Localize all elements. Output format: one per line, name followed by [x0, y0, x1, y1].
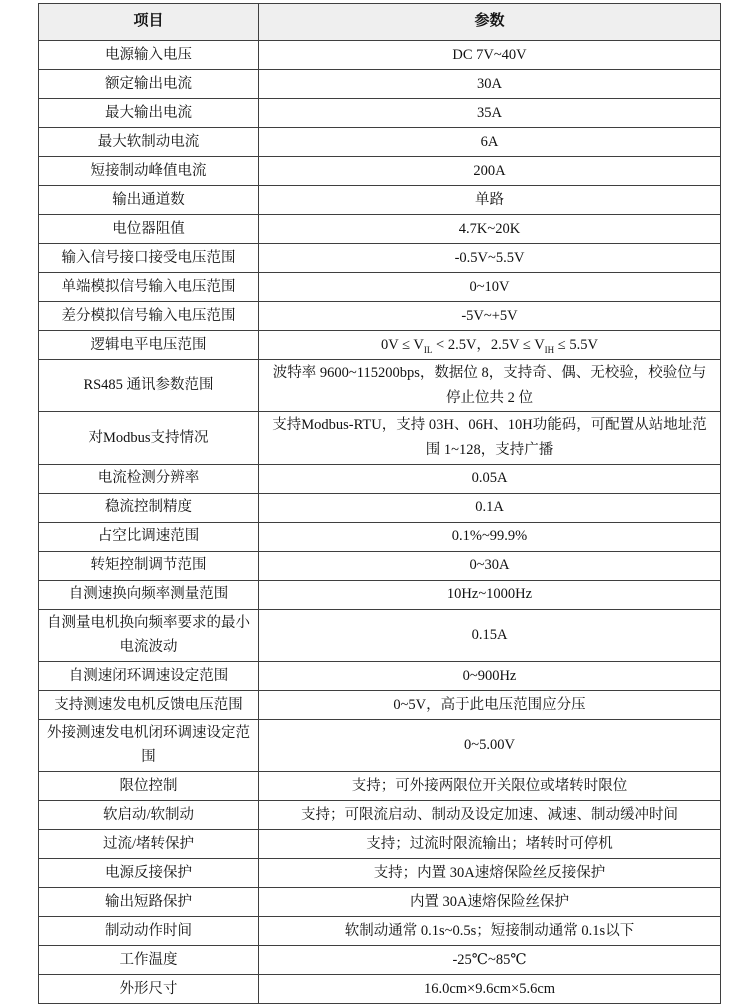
item-cell: 过流/堵转保护 — [39, 830, 259, 859]
table-row — [39, 41, 721, 70]
table-row — [39, 70, 721, 99]
item-cell: 电流检测分辨率 — [39, 464, 259, 493]
value-cell: 35A — [259, 99, 721, 128]
table-row — [39, 244, 721, 273]
value-cell: 0~5V，高于此电压范围应分压 — [259, 690, 721, 719]
value-cell: 支持；可限流启动、制动及设定加速、减速、制动缓冲时间 — [259, 801, 721, 830]
item-cell: 差分模拟信号输入电压范围 — [39, 302, 259, 331]
header-row — [39, 4, 721, 41]
table-row — [39, 522, 721, 551]
value-cell: 0~10V — [259, 273, 721, 302]
value-cell: 0.05A — [259, 464, 721, 493]
table-row — [39, 273, 721, 302]
value-cell: 内置 30A速熔保险丝保护 — [259, 888, 721, 917]
table-row — [39, 830, 721, 859]
item-cell: 单端模拟信号输入电压范围 — [39, 273, 259, 302]
item-cell: 最大软制动电流 — [39, 128, 259, 157]
item-cell: 自测速闭环调速设定范围 — [39, 661, 259, 690]
value-cell: 0.1A — [259, 493, 721, 522]
item-cell: 软启动/软制动 — [39, 801, 259, 830]
table-row — [39, 551, 721, 580]
spec-table-body — [39, 41, 721, 1004]
table-row — [39, 360, 721, 412]
table-row — [39, 801, 721, 830]
value-cell: 0.15A — [259, 609, 721, 661]
value-cell: 软制动通常 0.1s~0.5s；短接制动通常 0.1s以下 — [259, 917, 721, 946]
value-cell: $0V \le V_{IL} < 2.5V$，$2.5V \le V_{IH} \le 5.5V$ — [259, 331, 721, 360]
value-cell: 10Hz~1000Hz — [259, 580, 721, 609]
value-cell: 0~5.00V — [259, 719, 721, 771]
value-cell: 200A — [259, 157, 721, 186]
value-cell: 4.7K~20K — [259, 215, 721, 244]
table-row — [39, 128, 721, 157]
item-cell: 支持测速发电机反馈电压范围 — [39, 690, 259, 719]
item-cell: 输入信号接口接受电压范围 — [39, 244, 259, 273]
item-cell: 占空比调速范围 — [39, 522, 259, 551]
table-row — [39, 917, 721, 946]
item-cell: 电源输入电压 — [39, 41, 259, 70]
table-row — [39, 302, 721, 331]
item-cell: 外接测速发电机闭环调速设定范围 — [39, 719, 259, 771]
item-cell: 转矩控制调节范围 — [39, 551, 259, 580]
table-row — [39, 609, 721, 661]
value-cell: 30A — [259, 70, 721, 99]
item-cell: 自测量电机换向频率要求的最小电流波动 — [39, 609, 259, 661]
table-row — [39, 661, 721, 690]
item-cell: RS485 通讯参数范围 — [39, 360, 259, 412]
table-row — [39, 975, 721, 1004]
item-cell: 最大输出电流 — [39, 99, 259, 128]
column-header-param: 参数 — [259, 4, 721, 41]
item-cell: 对Modbus支持情况 — [39, 412, 259, 464]
item-cell: 工作温度 — [39, 946, 259, 975]
column-header-item: 项目 — [39, 4, 259, 41]
item-cell: 输出通道数 — [39, 186, 259, 215]
item-cell: 自测速换向频率测量范围 — [39, 580, 259, 609]
table-row — [39, 859, 721, 888]
value-cell: -0.5V~5.5V — [259, 244, 721, 273]
table-row — [39, 946, 721, 975]
value-cell: 单路 — [259, 186, 721, 215]
table-row — [39, 157, 721, 186]
table-row — [39, 580, 721, 609]
value-cell: 0.1%~99.9% — [259, 522, 721, 551]
item-cell: 电位器阻值 — [39, 215, 259, 244]
item-cell: 逻辑电平电压范围 — [39, 331, 259, 360]
value-cell: 支持；可外接两限位开关限位或堵转时限位 — [259, 772, 721, 801]
item-cell: 外形尺寸 — [39, 975, 259, 1004]
item-cell: 额定输出电流 — [39, 70, 259, 99]
value-cell: DC 7V~40V — [259, 41, 721, 70]
value-cell: 支持；内置 30A速熔保险丝反接保护 — [259, 859, 721, 888]
table-row — [39, 464, 721, 493]
value-cell: -5V~+5V — [259, 302, 721, 331]
item-cell: 电源反接保护 — [39, 859, 259, 888]
item-cell: 输出短路保护 — [39, 888, 259, 917]
table-row — [39, 690, 721, 719]
table-row — [39, 186, 721, 215]
table-row — [39, 99, 721, 128]
table-row — [39, 331, 721, 360]
item-cell: 制动动作时间 — [39, 917, 259, 946]
value-cell: 16.0cm×9.6cm×5.6cm — [259, 975, 721, 1004]
value-cell: 0~30A — [259, 551, 721, 580]
value-cell: 支持Modbus-RTU，支持 03H、06H、10H功能码，可配置从站地址范围 1~128，支持广播 — [259, 412, 721, 464]
table-row — [39, 215, 721, 244]
item-cell: 稳流控制精度 — [39, 493, 259, 522]
spec-table — [38, 3, 721, 1004]
item-cell: 限位控制 — [39, 772, 259, 801]
value-cell: 波特率 9600~115200bps，数据位 8，支持奇、偶、无校验，校验位与停止位共 2 位 — [259, 360, 721, 412]
value-cell: 支持；过流时限流输出；堵转时可停机 — [259, 830, 721, 859]
item-cell: 短接制动峰值电流 — [39, 157, 259, 186]
value-cell: 6A — [259, 128, 721, 157]
value-cell: 0~900Hz — [259, 661, 721, 690]
value-cell: -25℃~85℃ — [259, 946, 721, 975]
table-row — [39, 888, 721, 917]
table-row — [39, 493, 721, 522]
table-row — [39, 412, 721, 464]
table-row — [39, 772, 721, 801]
table-row — [39, 719, 721, 771]
